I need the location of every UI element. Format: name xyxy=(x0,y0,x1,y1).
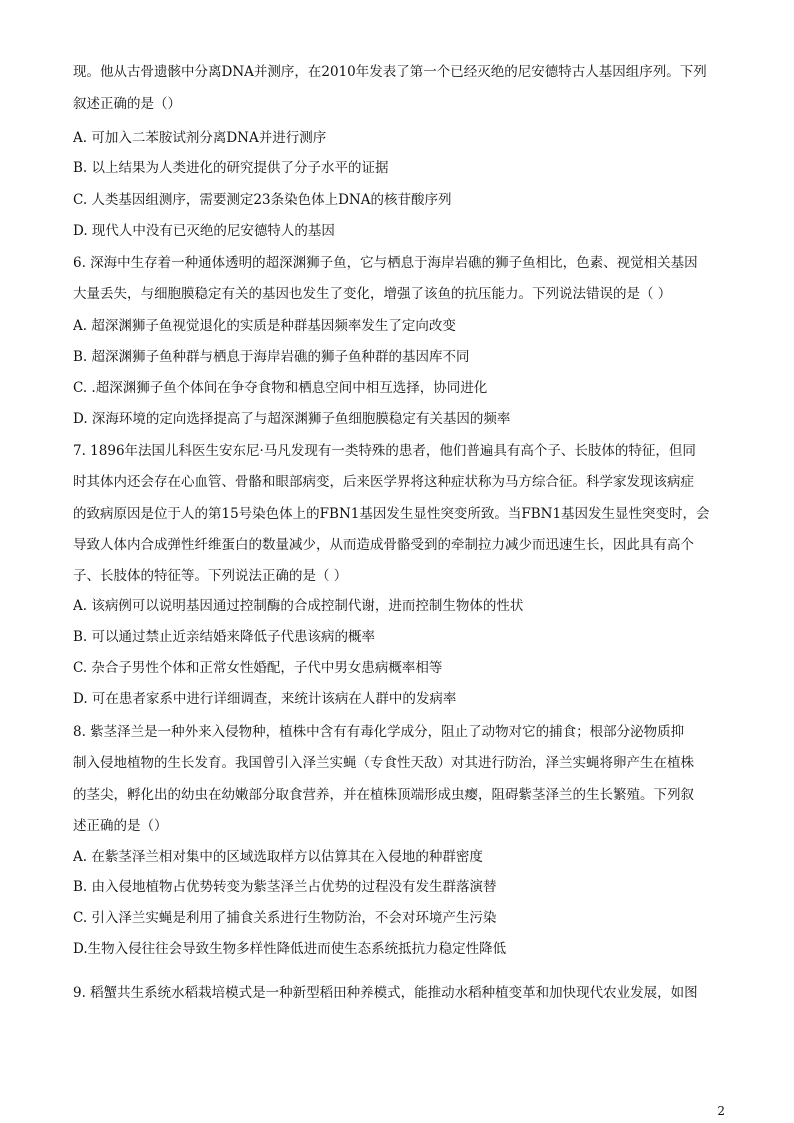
option-line: B. 超深渊狮子鱼种群与栖息于海岸岩礁的狮子鱼种群的基因库不同 xyxy=(73,349,470,365)
question-line: 的茎尖，孵化出的幼虫在幼嫩部分取食营养，并在植株顶端形成虫瘿，阻碍紫茎泽兰的生长繁殖。下列叙 xyxy=(73,787,694,803)
question-line: 的致病原因是位于人的第15号染色体上的FBN1基因发生显性突变所致。当FBN1基因发生显性突变时，会 xyxy=(73,506,710,522)
option-line: D. 现代人中没有已灭绝的尼安德特人的基因 xyxy=(73,223,335,239)
option-line: A. 在紫茎泽兰相对集中的区域选取样方以估算其在入侵地的种群密度 xyxy=(73,849,483,865)
page-number: 2 xyxy=(717,1104,725,1118)
text-line: 现。他从古骨遗骸中分离DNA并测序，在2010年发表了第一个已经灭绝的尼安德特古人基因组序列。下列 xyxy=(73,64,707,80)
option-line: A. 超深渊狮子鱼视觉退化的实质是种群基因频率发生了定向改变 xyxy=(73,318,456,334)
question-line: 7. 1896年法国儿科医生安东尼·马凡发现有一类特殊的患者，他们普遍具有高个子、长肢体的特征，但同 xyxy=(73,443,696,459)
option-line: D. 可在患者家系中进行详细调查，来统计该病在人群中的发病率 xyxy=(73,691,457,707)
option-line: B. 由入侵地植物占优势转变为紫茎泽兰占优势的过程没有发生群落演替 xyxy=(73,879,497,895)
question-line: 时其体内还会存在心血管、骨骼和眼部病变，后来医学界将这种症状称为马方综合征。科学家发现该病症 xyxy=(73,474,694,490)
option-line: B. 以上结果为人类进化的研究提供了分子水平的证据 xyxy=(73,160,389,176)
question-line: 述正确的是（） xyxy=(73,818,168,834)
option-line: A. 该病例可以说明基因通过控制酶的合成控制代谢，进而控制生物体的性状 xyxy=(73,598,524,614)
option-line: D.生物入侵往往会导致生物多样性降低进而使生态系统抵抗力稳定性降低 xyxy=(73,941,507,957)
text-line: 叙述正确的是（） xyxy=(73,96,181,112)
question-line: 导致人体内合成弹性纤维蛋白的数量减少，从而造成骨骼受到的牵制拉力减少而迅速生长，因此具有高个 xyxy=(73,537,694,553)
option-line: D. 深海环境的定向选择提高了与超深渊狮子鱼细胞膜稳定有关基因的频率 xyxy=(73,411,511,427)
question-line: 8. 紫茎泽兰是一种外来入侵物种，植株中含有有毒化学成分，阻止了动物对它的捕食；根部分泌物质抑 xyxy=(73,724,685,740)
option-line: C. 人类基因组测序，需要测定23条染色体上DNA的核苷酸序列 xyxy=(73,192,452,208)
option-line: B. 可以通过禁止近亲结婚来降低子代患该病的概率 xyxy=(73,629,376,645)
question-line: 6. 深海中生存着一种通体透明的超深渊狮子鱼，它与栖息于海岸岩礁的狮子鱼相比，色素、视觉相关基因 xyxy=(73,255,698,271)
question-line: 大量丢失，与细胞膜稳定有关的基因也发生了变化，增强了该鱼的抗压能力。下列说法错误的是（ ） xyxy=(73,286,672,302)
question-line: 制入侵地植物的生长发育。我国曾引入泽兰实蝇（专食性天敌）对其进行防治，泽兰实蝇将卵产生在植株 xyxy=(73,755,694,771)
question-line: 9. 稻蟹共生系统水稻栽培模式是一种新型稻田种养模式，能推动水稻种植变革和加快现代农业发展，如图 xyxy=(73,985,698,1001)
option-line: C. 杂合子男性个体和正常女性婚配，子代中男女患病概率相等 xyxy=(73,660,443,676)
option-line: C. .超深渊狮子鱼个体间在争夺食物和栖息空间中相互选择，协同进化 xyxy=(73,380,488,396)
option-line: C. 引入泽兰实蝇是利用了捕食关系进行生物防治，不会对环境产生污染 xyxy=(73,910,497,926)
question-line: 子、长肢体的特征等。下列说法正确的是（ ） xyxy=(73,568,348,584)
option-line: A. 可加入二苯胺试剂分离DNA并进行测序 xyxy=(73,130,327,146)
